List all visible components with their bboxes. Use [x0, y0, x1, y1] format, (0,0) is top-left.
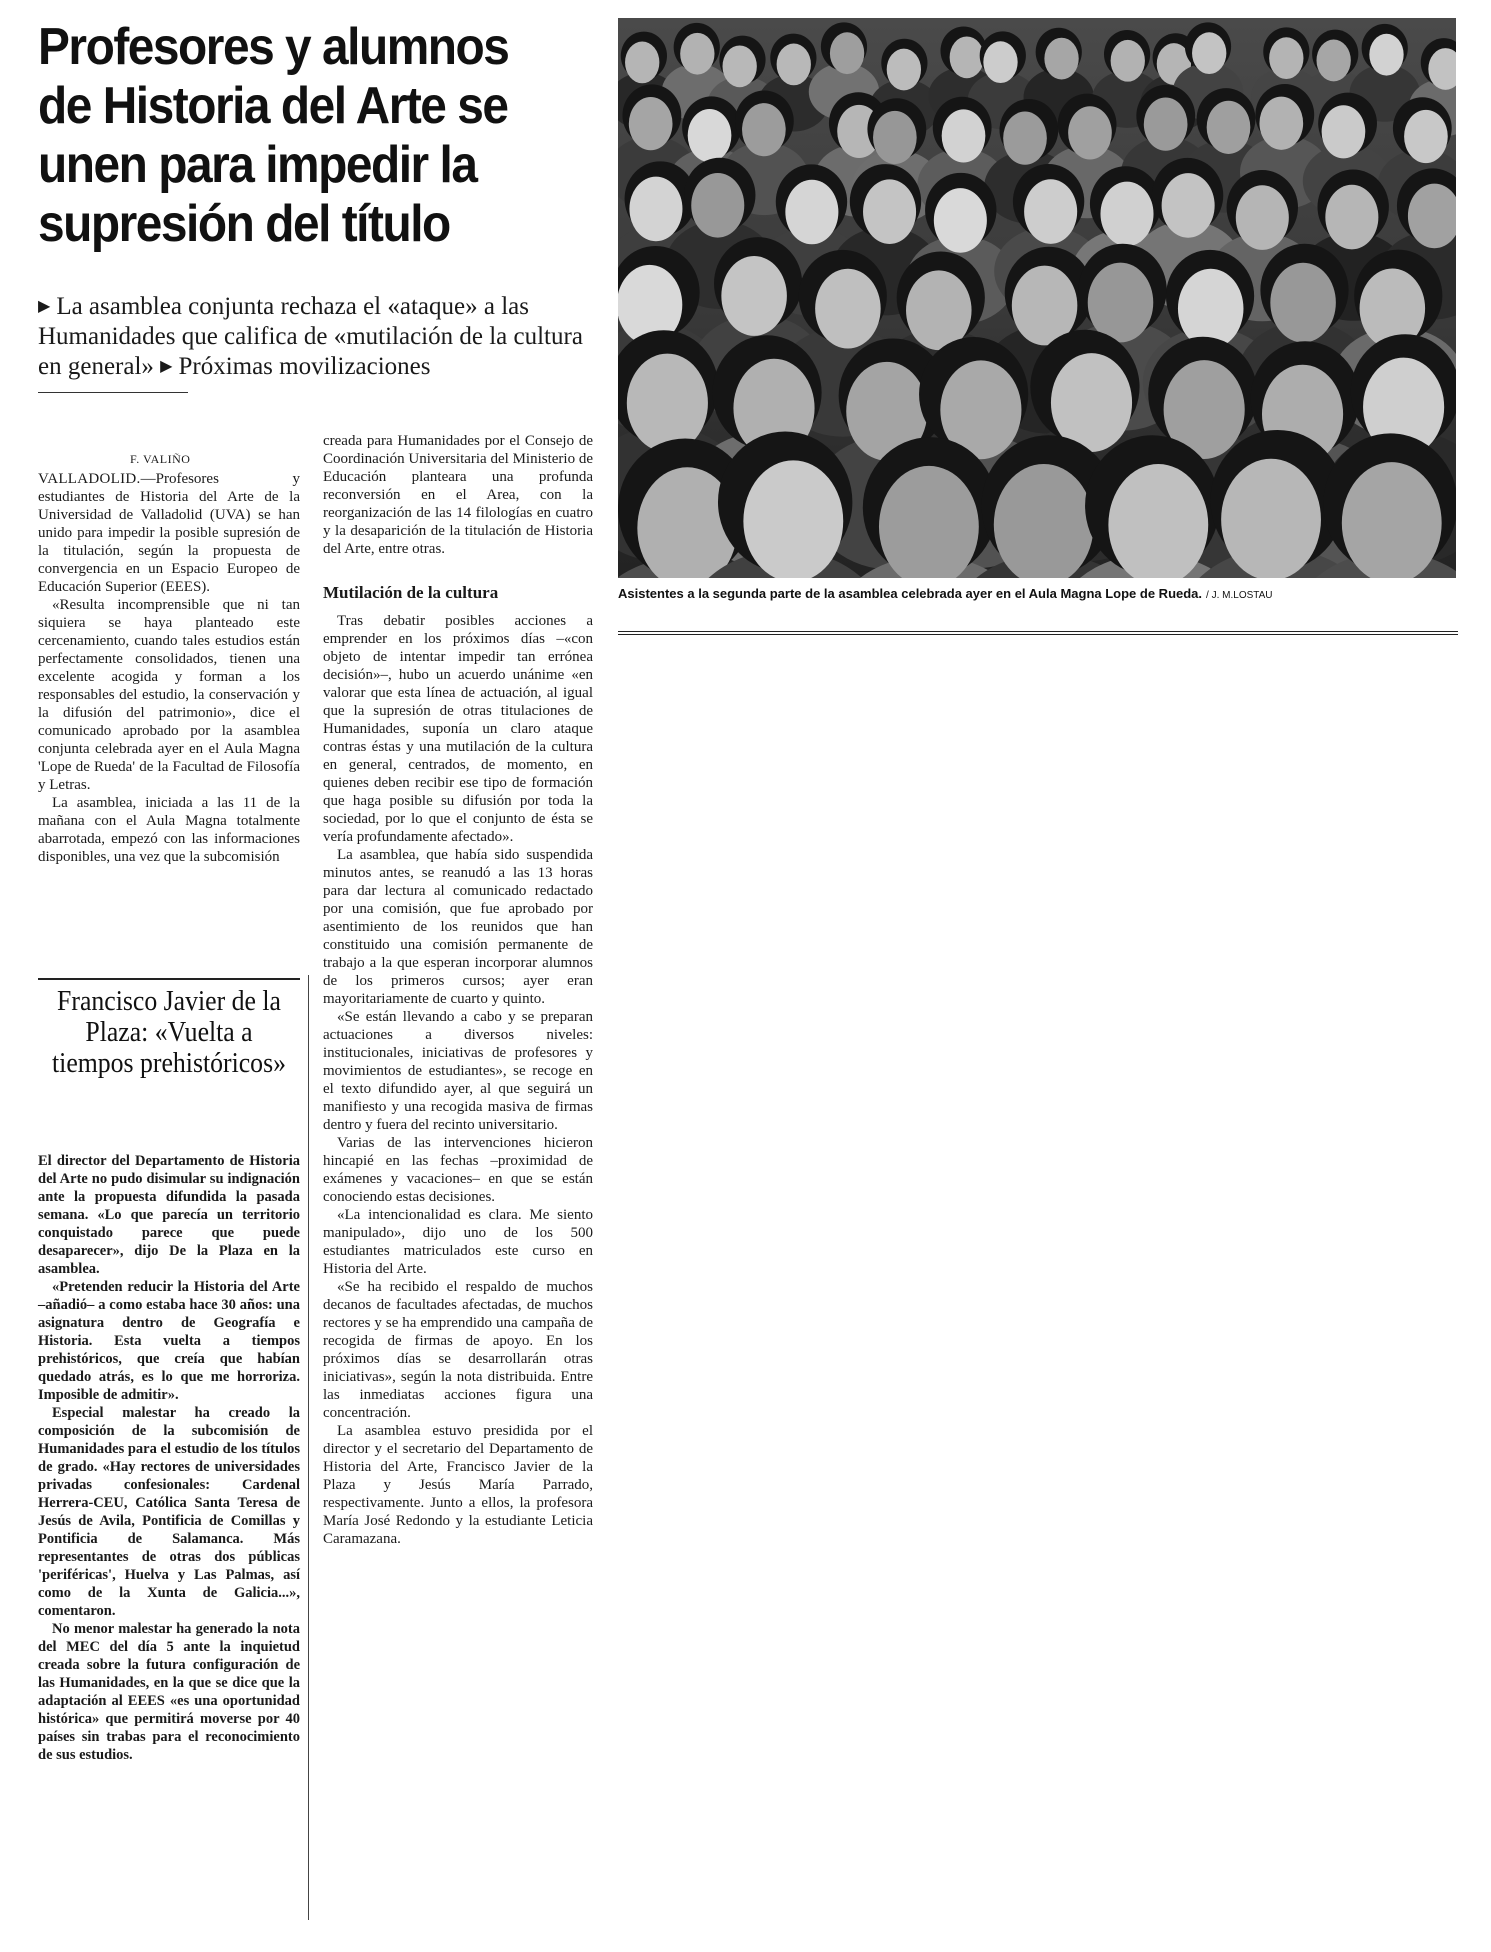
sidebar-body: [38, 1152, 300, 1764]
paragraph: creada para Humanidades por el Consejo de Coordinación Universitaria del Ministerio de Educación plantearа una profunda reconversión en el Area, con la reorganización de las 14 filologías en cuatro y la desaparición de la titulación de Historia del Arte, entre otras.: [323, 433, 593, 557]
paragraph: La asamblea estuvo presidida por el director y el secretario del Departamento de Historia del Arte, Francisco Javier de la Plaza y Jesús María Parrado, respectivamente. Junto a ellos, la profesora María José Redondo y la estudiante Leticia Caramazana.: [323, 1423, 593, 1547]
article-column-1: [38, 450, 300, 866]
subheadline: [38, 292, 598, 382]
sidebar-paragraph: No menor malestar ha generado la nota del MEC del día 5 ante la inquietud creada sobre la futura configuración de las Humanidades, en la que se dice que la adaptación al EEES «es una oportunidad histórica» que permitirá moverse por 40 países sin trabas para el reconocimiento de sus estudios.: [38, 1621, 300, 1763]
triangle-bullet-icon: ▶: [38, 298, 51, 315]
headline: Profesores y alumnos de Historia del Arte se unen para impedir la supresión del título: [38, 18, 509, 253]
article-column-2: [323, 432, 593, 1548]
caption-divider-2: [618, 634, 1458, 635]
audience-photo: [618, 18, 1456, 578]
column-separator: [308, 975, 309, 1920]
byline-divider: [38, 392, 188, 393]
sidebar-paragraph: «Pretenden reducir la Historia del Arte –añadió– a como estaba hace 30 años: una asignatura dentro de Geografía e Historia. Esta vuelta a tiempos prehistóricos, que creía que habían quedado atrás, es lo que me horroriza. Imposible de admitir».: [38, 1279, 300, 1403]
caption-text: Asistentes a la segunda parte de la asamblea celebrada ayer en el Aula Magna Lope de Rueda.: [618, 586, 1203, 601]
paragraph: La asamblea, que había sido suspendida minutos antes, se reanudó a las 13 horas para dar lectura al comunicado redactado por una comisión, que fue aprobado por asentimiento de los reunidos que han constituido una comisión permanente de trabajo a la que esperan incorporar alumnos de los primeros cursos; ayer eran mayoritariamente de cuarto y quinto.: [323, 847, 593, 1007]
subhead-text-1: La asamblea conjunta rechaza el «ataque» a las Humanidades que califica de «mutilación de la cultura en general»: [38, 293, 583, 380]
sidebar-paragraph: El director del Departamento de Historia del Arte no pudo disimular su indignación ante la propuesta difundida la pasada semana. «Lo que parecía un territorio conquistado parece que puede desaparecer», dijo De la Plaza en la asamblea.: [38, 1153, 300, 1277]
paragraph: «Se ha recibido el respaldo de muchos decanos de facultades afectadas, de muchos rectores y se ha emprendido una campaña de recogida de firmas de apoyo. En los próximos días se desarrollarán otras iniciativas», según la nota distribuida. Entre las inmediatas acciones figura una concentración.: [323, 1279, 593, 1421]
paragraph: [38, 470, 300, 596]
subhead-text-2: Próximas movilizaciones: [178, 353, 431, 380]
paragraph-text: —Profesores y estudiantes de Historia del Arte de la Universidad de Valladolid (UVA) se han unido para impedir la posible supresión de la titulación, según la propuesta de convergencia en un Espacio Europeo de Educación Superior (EEES).: [38, 471, 300, 595]
byline: F. VALIÑO: [130, 452, 191, 466]
paragraph: La asamblea, iniciada a las 11 de la mañana con el Aula Magna totalmente abarrotada, empezó con las informaciones disponibles, una vez que la subcomisión: [38, 795, 300, 865]
paragraph: Tras debatir posibles acciones a emprender en los próximos días –«con objeto de intentar impedir tan errónea decisión»–, hubo un acuerdo unánime «en valorar que esta línea de actuación, al igual que la supresión de otras titulaciones de Humanidades, suponía un claro ataque contras éstas y una mutilación de la cultura en general, centrados, de momento, en quienes deben recibir ese tipo de formación que haga posible su difusión por toda la sociedad, por lo que el conjunto de ésta se vería profundamente afectado».: [323, 613, 593, 845]
sidebar-title: Francisco Javier de la Plaza: «Vuelta a tiempos prehistóricos»: [52, 986, 286, 1079]
caption-divider: [618, 631, 1458, 632]
sidebar-divider: [38, 978, 300, 980]
paragraph: Varias de las intervenciones hicieron hincapié en las fechas –proximidad de exámenes y vacaciones– en que se están conociendo estas decisiones.: [323, 1135, 593, 1205]
sidebar-paragraph: Especial malestar ha creado la composición de la subcomisión de Humanidades para el estudio de los títulos de grado. «Hay rectores de universidades privadas confesionales: Cardenal Herrera-CEU, Católica Santa Teresa de Jesús de Avila, Pontificia de Comillas y Pontificia de Salamanca. Más representantes de otras dos públicas 'periféricas', Huelva y Las Palmas, así como de la Xunta de Galicia...», comentaron.: [38, 1405, 300, 1619]
paragraph: «Resulta incomprensible que ni tan siquiera se haya planteado este cercenamiento, cuando tales estudios están perfectamente consolidados, tienen una excelente acogida y forman a los responsables del estudio, la conservación y la difusión del patrimonio», dice el comunicado aprobado por la asamblea conjunta celebrada ayer en el Aula Magna 'Lope de Rueda' de la Facultad de Filosofía y Letras.: [38, 597, 300, 793]
paragraph: «Se están llevando a cabo y se preparan actuaciones a diversos niveles: institucionales, iniciativas de profesores y movimientos de estudiantes», se recoge en el texto difundido ayer, al que seguirá un manifiesto y una recogida masiva de firmas dentro y fuera del recinto universitario.: [323, 1009, 593, 1133]
paragraph: «La intencionalidad es clara. Me siento manipulado», dijo uno de los 500 estudiantes matriculados este curso en Historia del Arte.: [323, 1207, 593, 1277]
photo-credit: / J. M.LOSTAU: [1206, 590, 1273, 601]
photo-caption: [618, 586, 1458, 601]
dateline-city: VALLADOLID.: [38, 471, 141, 487]
triangle-bullet-icon: ▶: [160, 358, 173, 375]
section-subhead: Mutilación de la cultura: [323, 583, 499, 602]
